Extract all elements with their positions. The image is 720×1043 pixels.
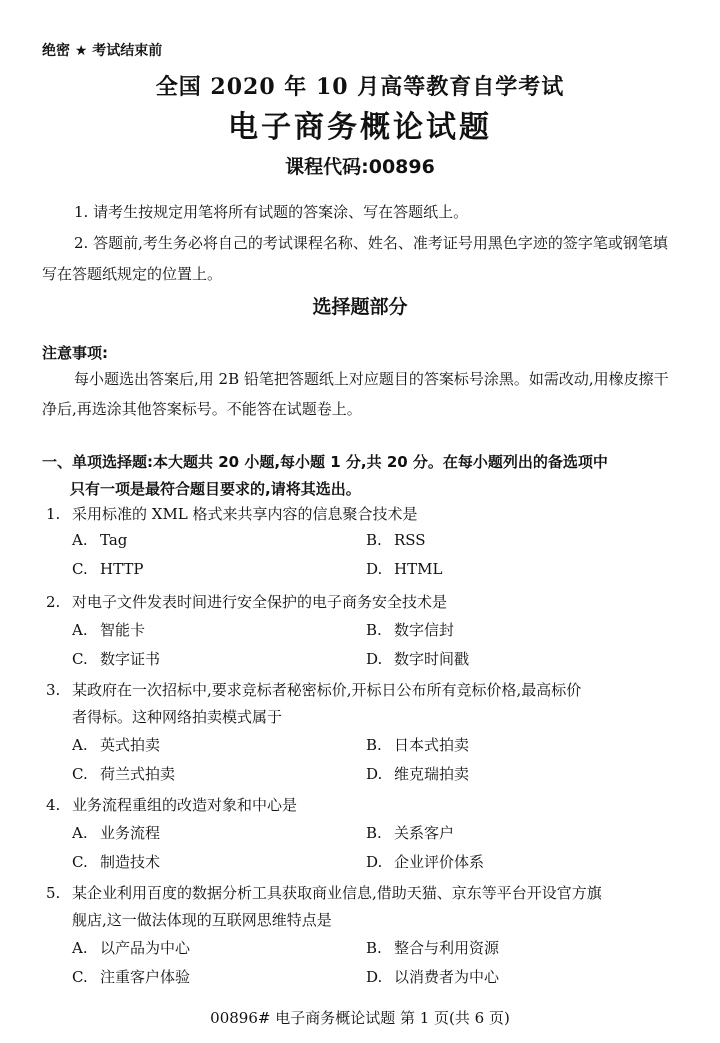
option-text: HTML	[394, 560, 443, 578]
option-text: 关系客户	[394, 824, 455, 842]
question-text-continued: 者得标。这种网络拍卖模式属于	[72, 708, 283, 726]
paper-title: 电子商务概论试题	[228, 110, 492, 145]
option-text: 日本式拍卖	[394, 736, 470, 754]
option-b	[366, 937, 499, 958]
option-text: 业务流程	[100, 824, 161, 842]
option-letter: D.	[366, 560, 383, 578]
option-c	[72, 560, 143, 578]
secret-label: 绝密 ★ 考试结束前	[42, 43, 163, 59]
option-d	[366, 560, 442, 578]
question-stem	[46, 792, 676, 819]
option-a	[72, 734, 160, 755]
option-text: 整合与利用资源	[394, 939, 500, 957]
option-b	[366, 822, 454, 843]
part-heading-line2: 只有一项是最符合题目要求的,请将其选出。	[70, 480, 361, 498]
part-heading-line1: 一、单项选择题:本大题共 20 小题,每小题 1 分,共 20 分。在每小题列出的备选项中	[42, 453, 608, 471]
option-text: 数字时间戳	[394, 650, 470, 668]
option-d	[366, 851, 484, 872]
instruction-text: 2. 答题前,考生务必将自己的考试课程名称、姓名、准考证号用黑色字迹的签字笔或钢笔填写在答题纸规定的位置上。	[42, 234, 668, 283]
notice-body	[42, 364, 682, 424]
question-stem	[46, 501, 676, 528]
option-text: RSS	[394, 531, 426, 549]
part-heading	[42, 449, 682, 503]
option-d	[366, 648, 469, 669]
option-letter: B.	[366, 621, 382, 639]
option-text: Tag	[100, 531, 128, 549]
option-letter: D.	[366, 765, 383, 783]
option-letter: B.	[366, 824, 382, 842]
question-1	[46, 501, 676, 586]
option-c	[72, 763, 175, 784]
option-letter: C.	[72, 560, 88, 578]
question-number: 1.	[46, 505, 61, 523]
option-letter: C.	[72, 853, 88, 871]
option-letter: B.	[366, 939, 382, 957]
notice-text: 每小题选出答案后,用 2B 铅笔把答题纸上对应题目的答案标号涂黑。如需改动,用橡皮擦干净后,再选涂其他答案标号。不能答在试题卷上。	[42, 370, 669, 418]
options	[46, 731, 676, 789]
option-letter: A.	[72, 531, 88, 549]
option-letter: B.	[366, 736, 382, 754]
instruction-1	[42, 197, 682, 228]
question-text: 业务流程重组的改造对象和中心是	[72, 796, 298, 814]
option-text: 智能卡	[100, 621, 146, 639]
option-text: 注重客户体验	[100, 968, 191, 986]
option-letter: C.	[72, 968, 88, 986]
question-text: 某企业利用百度的数据分析工具获取商业信息,借助天猫、京东等平台开设官方旗	[72, 884, 602, 902]
option-text: 企业评价体系	[394, 853, 485, 871]
options	[46, 528, 676, 586]
option-text: 以产品为中心	[100, 939, 191, 957]
question-number: 5.	[46, 884, 61, 902]
section-title: 选择题部分	[312, 296, 408, 318]
option-letter: A.	[72, 939, 88, 957]
option-letter: A.	[72, 824, 88, 842]
option-a	[72, 531, 127, 549]
option-text: 制造技术	[100, 853, 161, 871]
option-d	[366, 966, 499, 987]
exam-title: 全国 2020 年 10 月高等教育自学考试	[155, 74, 565, 100]
option-text: 荷兰式拍卖	[100, 765, 176, 783]
option-b	[366, 531, 426, 549]
question-number: 3.	[46, 681, 61, 699]
option-letter: A.	[72, 621, 88, 639]
option-text: 数字信封	[394, 621, 455, 639]
option-text: HTTP	[100, 560, 144, 578]
page-footer: 00896# 电子商务概论试题 第 1 页(共 6 页)	[210, 1009, 510, 1027]
option-d	[366, 763, 469, 784]
option-c	[72, 851, 160, 872]
question-5	[46, 880, 676, 992]
option-c	[72, 966, 190, 987]
option-text: 英式拍卖	[100, 736, 161, 754]
option-text: 维克瑞拍卖	[394, 765, 470, 783]
option-letter: D.	[366, 853, 383, 871]
question-2	[46, 589, 676, 674]
option-letter: C.	[72, 765, 88, 783]
question-stem	[46, 677, 676, 731]
options	[46, 819, 676, 877]
question-number: 4.	[46, 796, 61, 814]
option-b	[366, 619, 454, 640]
question-text: 对电子文件发表时间进行安全保护的电子商务安全技术是	[72, 593, 448, 611]
option-b	[366, 734, 469, 755]
question-4	[46, 792, 676, 877]
question-3	[46, 677, 676, 789]
option-text: 数字证书	[100, 650, 161, 668]
instruction-text: 1. 请考生按规定用笔将所有试题的答案涂、写在答题纸上。	[74, 203, 469, 221]
question-text: 某政府在一次招标中,要求竞标者秘密标价,开标日公布所有竞标价格,最高标价	[72, 681, 582, 699]
question-stem	[46, 880, 676, 934]
option-letter: A.	[72, 736, 88, 754]
option-letter: D.	[366, 968, 383, 986]
question-stem	[46, 589, 676, 616]
notice-heading: 注意事项:	[42, 344, 108, 362]
option-a	[72, 619, 145, 640]
option-a	[72, 937, 190, 958]
question-text-continued: 舰店,这一做法体现的互联网思维特点是	[72, 911, 332, 929]
question-text: 采用标准的 XML 格式来共享内容的信息聚合技术是	[72, 505, 418, 523]
option-letter: B.	[366, 531, 382, 549]
options	[46, 616, 676, 674]
question-number: 2.	[46, 593, 61, 611]
option-text: 以消费者为中心	[394, 968, 500, 986]
options	[46, 934, 676, 992]
option-letter: C.	[72, 650, 88, 668]
instruction-2	[42, 228, 682, 290]
option-letter: D.	[366, 650, 383, 668]
option-a	[72, 822, 160, 843]
course-code: 课程代码:00896	[285, 156, 435, 178]
option-c	[72, 648, 160, 669]
